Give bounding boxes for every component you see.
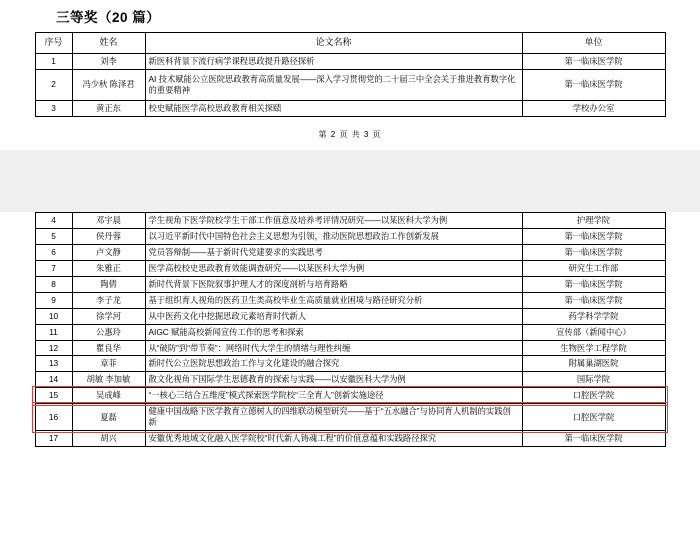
cell-no: 9 — [35, 292, 72, 308]
cell-unit: 第一临床医学院 — [522, 54, 665, 70]
cell-name: 陶倩 — [72, 276, 145, 292]
cell-unit: 宣传部（新闻中心） — [522, 324, 665, 340]
cell-title: 学生视角下医学院校学生干部工作值意及培养考评情况研究——以某医科大学为例 — [145, 213, 522, 229]
table-row — [35, 324, 665, 340]
awards-table-page1 — [35, 32, 666, 117]
cell-unit: 药学科学学院 — [522, 308, 665, 324]
cell-title: 新时代公立医院思想政治工作与文化建设的融合探究 — [145, 356, 522, 372]
cell-name: 李子龙 — [72, 292, 145, 308]
cell-unit: 学校办公室 — [522, 100, 665, 116]
column-header-title: 论文名称 — [145, 33, 522, 54]
cell-title: 医学高校校史思政教育效能调查研究——以某医科大学为例 — [145, 260, 522, 276]
cell-no: 1 — [35, 54, 72, 70]
table-row — [35, 213, 665, 229]
cell-no: 17 — [35, 431, 72, 447]
cell-title: 健康中国战略下医学教育立德树人的四维联动模型研究——基于“五水融合”与协同育人机制的实践创新 — [145, 404, 522, 431]
table-row — [35, 276, 665, 292]
table-row — [35, 340, 665, 356]
table-row — [35, 54, 665, 70]
cell-no: 3 — [35, 100, 72, 116]
table-row — [35, 431, 665, 447]
table-row — [35, 69, 665, 100]
cell-title: 以习近平新时代中国特色社会主义思想为引领，推动医院思想政治工作创新发展 — [145, 228, 522, 244]
table-row — [35, 228, 665, 244]
cell-no: 8 — [35, 276, 72, 292]
table-row — [35, 356, 665, 372]
cell-unit: 口腔医学院 — [522, 404, 665, 431]
cell-title: 校史赋能医学高校思政教育相关探赜 — [145, 100, 522, 116]
cell-title: 安徽优秀地域文化融入医学院校“时代新人铸魂工程”的价值意蕴和实践路径探究 — [145, 431, 522, 447]
cell-title: 散文化视角下国际学生思德教育的探索与实践——以安徽医科大学为例 — [145, 372, 522, 388]
cell-unit: 第一临床医学院 — [522, 228, 665, 244]
cell-unit: 第一临床医学院 — [522, 292, 665, 308]
table-row — [35, 100, 665, 116]
table-row — [35, 388, 665, 404]
cell-no: 15 — [35, 388, 72, 404]
cell-title: 从中医药文化中挖掘思政元素培育时代新人 — [145, 308, 522, 324]
cell-unit: 研究生工作部 — [522, 260, 665, 276]
cell-name: 公惠玲 — [72, 324, 145, 340]
cell-no: 14 — [35, 372, 72, 388]
cell-title: 从“破防”到“带节奏”：网络时代大学生的情绪与理性纠缠 — [145, 340, 522, 356]
cell-unit: 第一临床医学院 — [522, 431, 665, 447]
cell-title: 新时代背景下医院叙事护理人才的深度剖析与培育路略 — [145, 276, 522, 292]
cell-name: 章菲 — [72, 356, 145, 372]
cell-unit: 国际学院 — [522, 372, 665, 388]
cell-unit: 生物医学工程学院 — [522, 340, 665, 356]
cell-no: 16 — [35, 404, 72, 431]
column-header-no: 序号 — [35, 33, 72, 54]
table-row — [35, 244, 665, 260]
cell-unit: 第一临床医学院 — [522, 244, 665, 260]
cell-name: 卢文静 — [72, 244, 145, 260]
document-page-2 — [0, 212, 700, 554]
cell-no: 2 — [35, 69, 72, 100]
table-row — [35, 292, 665, 308]
page-footer: 第 2 页 共 3 页 — [318, 129, 382, 139]
cell-title: 新医科背景下流行病学课程思政提升路径探析 — [145, 54, 522, 70]
cell-title: “一核心三结合五维度”模式探索医学院校“三全育人”创新实施途径 — [145, 388, 522, 404]
cell-name: 徐学河 — [72, 308, 145, 324]
table-row — [35, 372, 665, 388]
cell-name: 胡敏 李加敏 — [72, 372, 145, 388]
cell-no: 5 — [35, 228, 72, 244]
cell-unit: 附属巢湖医院 — [522, 356, 665, 372]
page-separator — [0, 150, 700, 212]
cell-name: 黄正东 — [72, 100, 145, 116]
section-title: 三等奖（20 篇） — [56, 10, 161, 25]
cell-unit: 口腔医学院 — [522, 388, 665, 404]
cell-name: 吴成峰 — [72, 388, 145, 404]
cell-name: 邓宇晨 — [72, 213, 145, 229]
cell-no: 6 — [35, 244, 72, 260]
table-row — [35, 404, 665, 431]
document-page-1 — [0, 0, 700, 150]
cell-unit: 第一临床医学院 — [522, 276, 665, 292]
cell-name: 胡兴 — [72, 431, 145, 447]
column-header-name: 姓名 — [72, 33, 145, 54]
awards-table-page2 — [35, 212, 666, 447]
table-header-row — [35, 33, 665, 54]
cell-no: 13 — [35, 356, 72, 372]
cell-no: 4 — [35, 213, 72, 229]
cell-name: 朱雅正 — [72, 260, 145, 276]
column-header-unit: 单位 — [522, 33, 665, 54]
cell-no: 11 — [35, 324, 72, 340]
cell-no: 12 — [35, 340, 72, 356]
cell-no: 7 — [35, 260, 72, 276]
cell-title: 党员答辩制——基于新时代党建要求的实践思考 — [145, 244, 522, 260]
cell-name: 刘李 — [72, 54, 145, 70]
cell-name: 瞿良华 — [72, 340, 145, 356]
table-row — [35, 260, 665, 276]
cell-name: 侯丹蓉 — [72, 228, 145, 244]
cell-title: AI 技术赋能公立医院思政教育高质量发展——深入学习贯彻党的二十届三中全会关于推进教育数字化的重要精神 — [145, 69, 522, 100]
cell-name: 夏磊 — [72, 404, 145, 431]
cell-unit: 护理学院 — [522, 213, 665, 229]
cell-title: AIGC 赋能高校新闻宣传工作的思考和探索 — [145, 324, 522, 340]
table-row — [35, 308, 665, 324]
cell-unit: 第一临床医学院 — [522, 69, 665, 100]
cell-name: 冯少秋 陈泽君 — [72, 69, 145, 100]
cell-title: 基于组织育人视角的医药卫生类高校毕业生高质量就业困境与路径研究分析 — [145, 292, 522, 308]
cell-no: 10 — [35, 308, 72, 324]
